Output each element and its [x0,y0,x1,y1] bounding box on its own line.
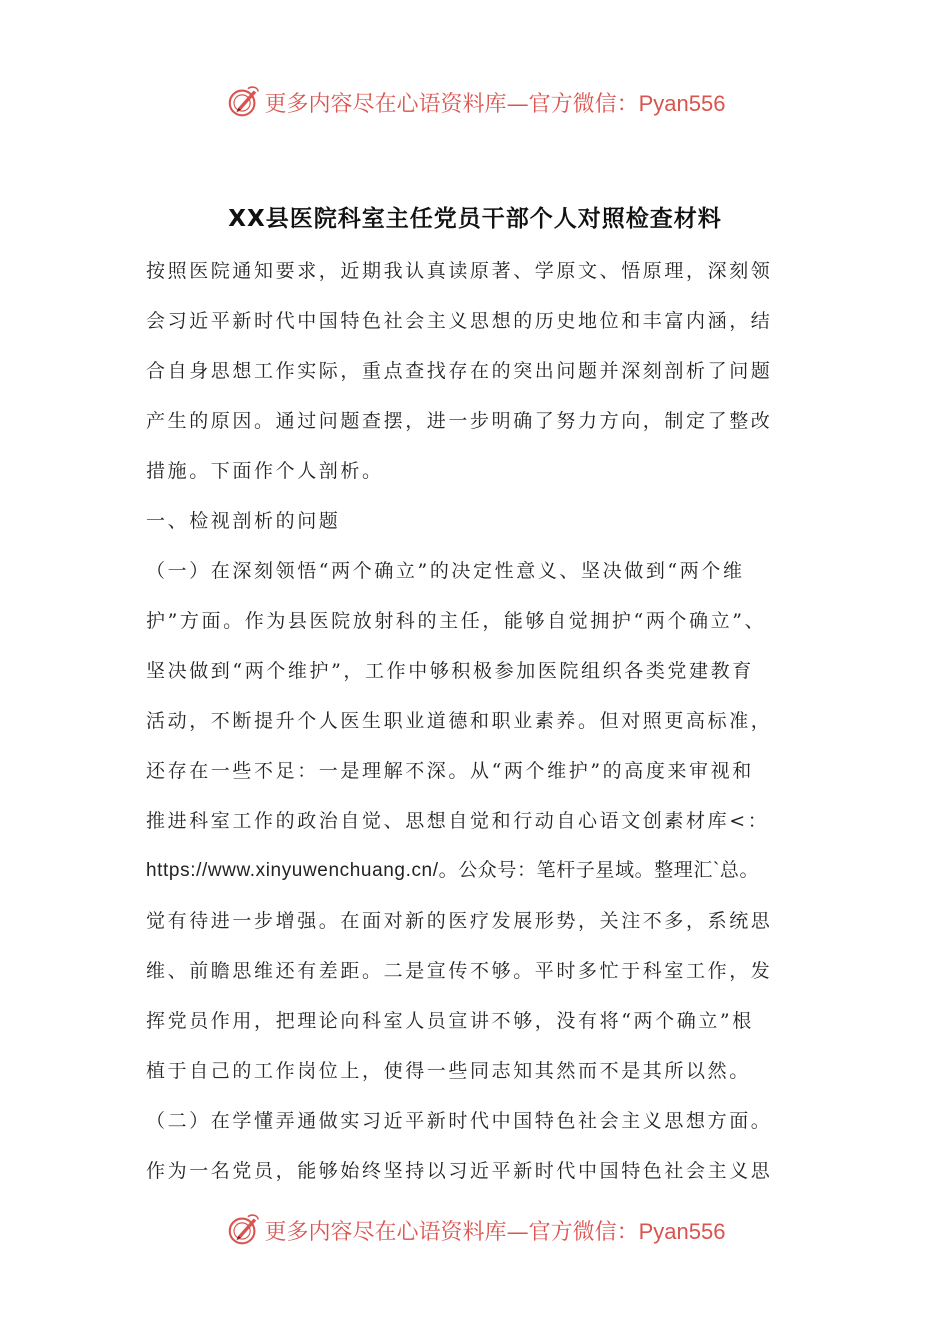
document-title: XX县医院科室主任党员干部个人对照检查材料 [228,206,722,232]
subsection-heading: （二）在学懂弄通做实习近平新时代中国特色社会主义思想方面。 [146,1110,773,1132]
body-line: 还存在一些不足：一是理解不深。从“两个维护”的高度来审视和 [146,760,754,782]
banner-separator: — [506,91,529,117]
pen-circle-logo-icon [225,1211,263,1249]
banner-wechat-label: 官方微信： [528,91,639,117]
body-line: 推进科室工作的政治自觉、思想自觉和行动自心语文创素材库<： [146,810,770,832]
banner-main-text: 更多内容尽在心语资料库 [264,91,507,117]
banner-text [265,87,726,118]
body-line: 挥党员作用，把理论向科室人员宣讲不够，没有将“两个确立”根 [146,1010,754,1032]
banner-separator: — [506,1219,529,1245]
header-watermark-banner [0,80,950,124]
body-line: 护”方面。作为县医院放射科的主任，能够自觉拥护“两个确立”、 [146,610,767,632]
body-line: 维、前瞻思维还有差距。二是宣传不够。平时多忙于科室工作，发 [146,960,773,982]
banner-wechat-label: 官方微信： [528,1219,639,1245]
body-line: （一）在深刻领悟“两个确立”的决定性意义、坚决做到“两个维 [146,560,745,582]
banner-wechat-id: Pyan556 [638,1218,726,1244]
body-line: 会习近平新时代中国特色社会主义思想的历史地位和丰富内涵，结 [146,310,773,332]
banner-wechat-id: Pyan556 [638,90,726,116]
body-line: 作为一名党员，能够始终坚持以习近平新时代中国特色社会主义思 [146,1160,773,1182]
body-line: 措施。下面作个人剖析。 [146,460,384,482]
body-line: 植于自己的工作岗位上，使得一些同志知其然而不是其所以然。 [146,1060,751,1082]
section-heading: 一、检视剖析的问题 [146,510,341,532]
body-line: 觉有待进一步增强。在面对新的医疗发展形势，关注不多，系统思 [146,910,773,932]
pen-circle-logo-icon [225,83,263,121]
body-line-url: https://www.xinyuwenchuang.cn/。公众号：笔杆子星域。整理汇`总。 [146,860,760,881]
body-line: 活动，不断提升个人医生职业道德和职业素养。但对照更高标准， [146,710,773,732]
body-line: 按照医院通知要求，近期我认真读原著、学原文、悟原理，深刻领 [146,260,773,282]
body-line: 坚决做到“两个维护”，工作中够积极参加医院组织各类党建教育 [146,660,754,682]
body-line: 合自身思想工作实际，重点查找存在的突出问题并深刻剖析了问题 [146,360,773,382]
banner-main-text: 更多内容尽在心语资料库 [264,1219,507,1245]
body-line: 产生的原因。通过问题查摆，进一步明确了努力方向，制定了整改 [146,410,773,432]
document-body [146,246,818,1196]
footer-watermark-banner [0,1208,950,1252]
banner-text [265,1215,726,1246]
